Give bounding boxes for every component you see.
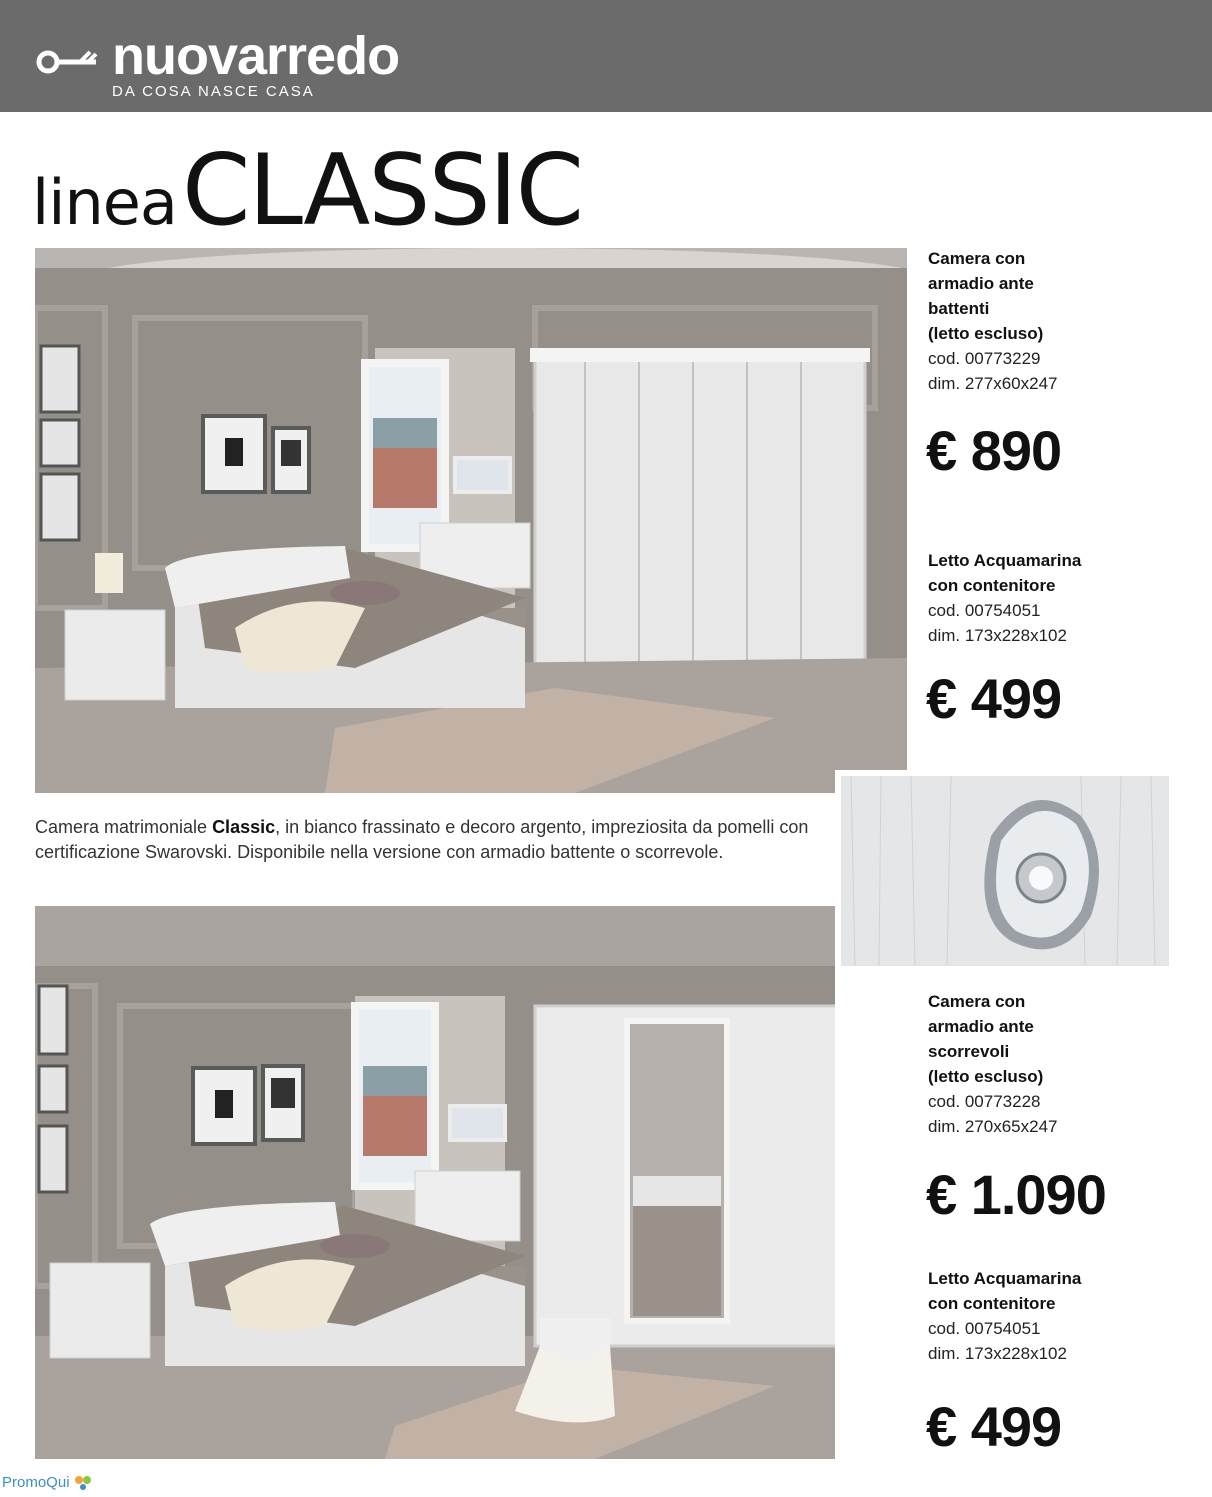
product-title-line: con contenitore (928, 576, 1056, 595)
brand-tagline: DA COSA NASCE CASA (112, 83, 315, 100)
product-title-line: battenti (928, 299, 990, 318)
product-title-line: Camera con (928, 249, 1026, 268)
product-dimensions: dim. 277x60x247 (928, 374, 1058, 393)
product-price: € 890 (926, 419, 1062, 482)
promoqui-label: PromoQui (2, 1474, 70, 1491)
product-title-line: con contenitore (928, 1294, 1056, 1313)
product-title-line: (letto escluso) (928, 1067, 1044, 1086)
swarovski-knob-photo (835, 770, 1175, 972)
product-info-letto (928, 1266, 1198, 1366)
product-title-line: Camera con (928, 992, 1026, 1011)
product-dimensions: dim. 173x228x102 (928, 626, 1067, 645)
product-info-letto (928, 548, 1198, 648)
product-code: cod. 00773228 (928, 1092, 1041, 1111)
product-title-line: Letto Acquamarina (928, 1269, 1082, 1288)
product-code: cod. 00754051 (928, 1319, 1041, 1338)
product-code: cod. 00754051 (928, 601, 1041, 620)
product-price: € 499 (926, 1395, 1062, 1458)
product-info-camera-scorrevoli (928, 989, 1198, 1139)
product-title-line: (letto escluso) (928, 324, 1044, 343)
promoqui-watermark (2, 1474, 92, 1491)
page-title (32, 134, 583, 248)
key-logo-icon (36, 42, 116, 82)
product-info-camera-battenti (928, 246, 1198, 396)
title-prefix: linea (32, 166, 177, 239)
product-title-line: armadio ante (928, 1017, 1034, 1036)
promoqui-logo-icon (74, 1475, 92, 1491)
bedroom-photo-sliding-wardrobe (35, 906, 835, 1459)
product-title-line: armadio ante (928, 274, 1034, 293)
title-main: CLASSIC (181, 134, 583, 248)
brand-name: nuovarredo (112, 26, 400, 86)
header-bar (0, 0, 1212, 112)
bedroom-photo-hinged-wardrobe (35, 248, 907, 793)
product-price: € 1.090 (926, 1163, 1106, 1226)
product-code: cod. 00773229 (928, 349, 1041, 368)
product-price: € 499 (926, 667, 1062, 730)
description-text: , in bianco frassinato e decoro argento, impreziosita da pomelli con certificazione Swarovski. Disponibile nella versione con armadio battente o scorrevole. (35, 817, 809, 862)
product-dimensions: dim. 270x65x247 (928, 1117, 1058, 1136)
product-title-line: scorrevoli (928, 1042, 1010, 1061)
description-text: Camera matrimoniale (35, 817, 213, 837)
description-bold-name: Classic (212, 817, 276, 837)
product-title-line: Letto Acquamarina (928, 551, 1082, 570)
product-dimensions: dim. 173x228x102 (928, 1344, 1067, 1363)
product-description (35, 815, 835, 865)
